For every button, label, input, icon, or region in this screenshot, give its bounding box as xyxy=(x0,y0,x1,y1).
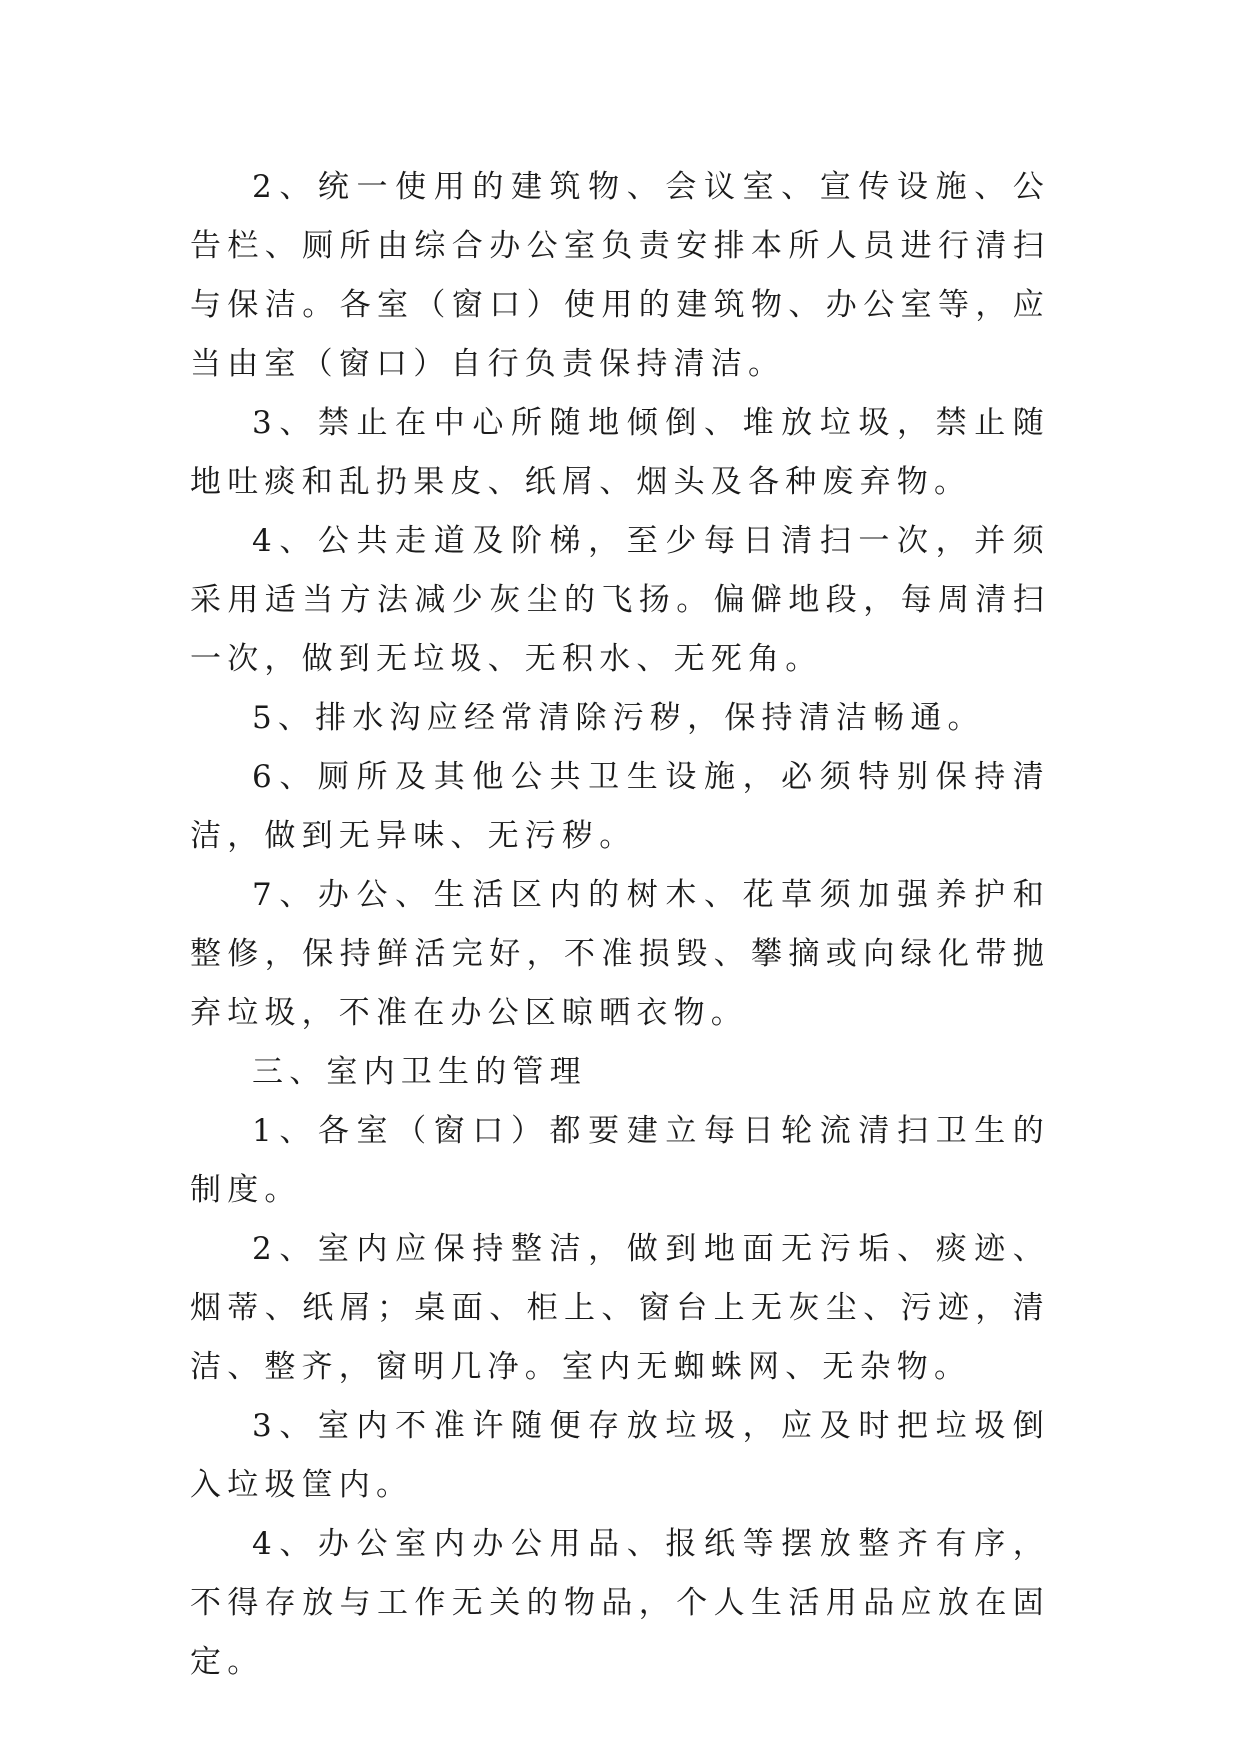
paragraph-item-2-public-facilities: 2、统一使用的建筑物、会议室、宣传设施、公告栏、厕所由综合办公室负责安排本所人员进行清扫与保洁。各室（窗口）使用的建筑物、办公室等，应当由室（窗口）自行负责保持清洁。 xyxy=(190,169,1050,382)
paragraph-indoor-2-tidiness: 2、室内应保持整洁，做到地面无污垢、痰迹、烟蒂、纸屑；桌面、柜上、窗台上无灰尘、污迹，清洁、整齐，窗明几净。室内无蜘蛛网、无杂物。 xyxy=(190,1231,1050,1385)
paragraph-item-6-toilets: 6、厕所及其他公共卫生设施，必须特别保持清洁，做到无异味、无污秽。 xyxy=(190,759,1050,854)
section-heading-indoor-hygiene: 三、室内卫生的管理 xyxy=(252,1054,587,1090)
paragraph-indoor-3-garbage: 3、室内不准许随便存放垃圾，应及时把垃圾倒入垃圾筐内。 xyxy=(190,1408,1050,1503)
paragraph-item-7-greenery: 7、办公、生活区内的树木、花草须加强养护和整修，保持鲜活完好，不准损毁、攀摘或向绿化带抛弃垃圾，不准在办公区晾晒衣物。 xyxy=(190,877,1050,1031)
document-body xyxy=(190,158,1050,1692)
paragraph-item-4-corridors: 4、公共走道及阶梯，至少每日清扫一次，并须采用适当方法减少灰尘的飞扬。偏僻地段，每周清扫一次，做到无垃圾、无积水、无死角。 xyxy=(190,523,1050,677)
paragraph-item-3-no-littering: 3、禁止在中心所随地倾倒、堆放垃圾，禁止随地吐痰和乱扔果皮、纸屑、烟头及各种废弃物。 xyxy=(190,405,1050,500)
paragraph-indoor-4-office-supplies: 4、办公室内办公用品、报纸等摆放整齐有序，不得存放与工作无关的物品，个人生活用品应放在固定。 xyxy=(190,1526,1050,1680)
paragraph-item-5-drainage: 5、排水沟应经常清除污秽，保持清洁畅通。 xyxy=(252,700,985,736)
paragraph-indoor-1-cleaning-rota: 1、各室（窗口）都要建立每日轮流清扫卫生的制度。 xyxy=(190,1113,1050,1208)
